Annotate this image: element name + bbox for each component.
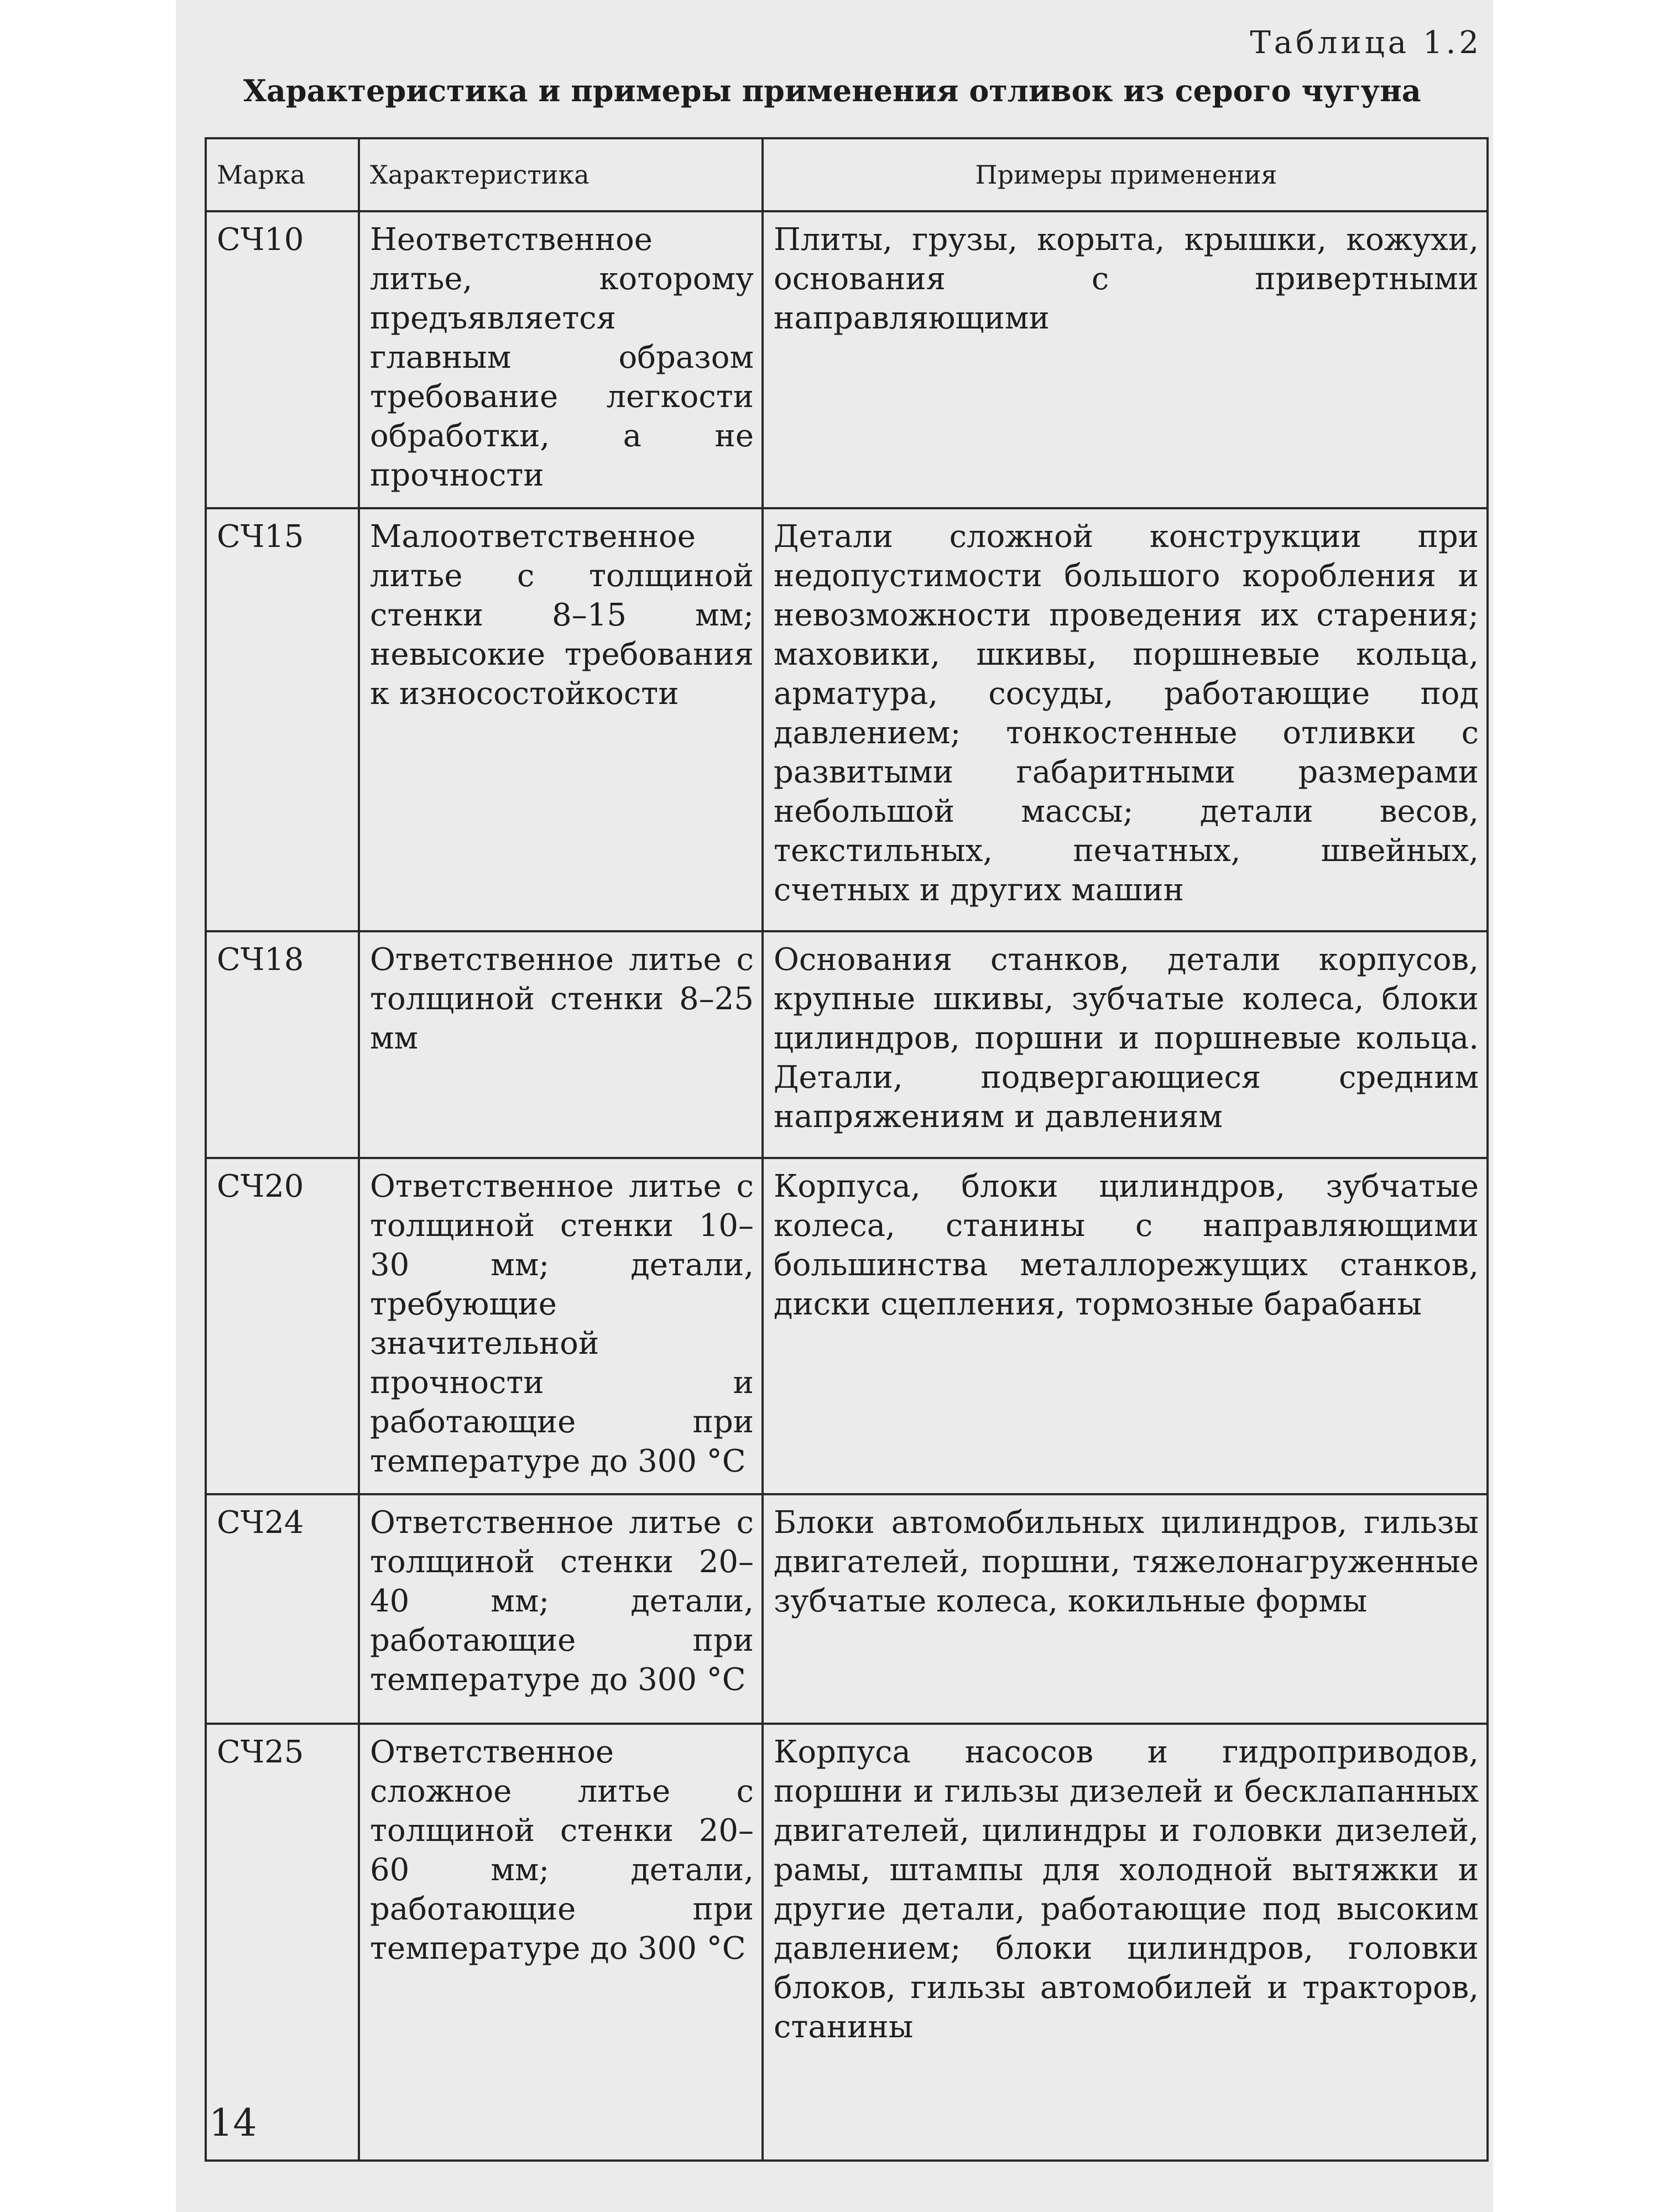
applications-cell: Блоки автомобильных цилиндров, гильзы двигателей, поршни, тяжелонагруженные зубчатые колеса, кокильные формы bbox=[763, 1494, 1488, 1724]
scan-left-margin bbox=[0, 0, 176, 2212]
table-header-row bbox=[206, 138, 1488, 211]
applications-cell: Корпуса насосов и гидроприводов, поршни и гильзы дизелей и бесклапанных двигателей, цилиндры и головки дизелей, рамы, штампы для холодной вытяжки и другие детали, работающие под высоким давлением; блоки цилиндров, головки блоков, гильзы автомобилей и тракторов, станины bbox=[763, 1724, 1488, 2161]
characteristic-cell: Неответственное литье, которому предъявляется главным образом требование легкости обработки, а не прочности bbox=[359, 211, 763, 508]
table-row bbox=[206, 1494, 1488, 1724]
table-row bbox=[206, 1158, 1488, 1494]
scan-right-margin bbox=[1493, 0, 1659, 2212]
grade-cell: СЧ20 bbox=[206, 1158, 359, 1494]
grade-cell: СЧ15 bbox=[206, 508, 359, 931]
page-number: 14 bbox=[209, 2101, 257, 2145]
grade-cell: СЧ24 bbox=[206, 1494, 359, 1724]
header-grade: Марка bbox=[206, 138, 359, 211]
cast-iron-table bbox=[205, 137, 1489, 2162]
header-characteristic: Характеристика bbox=[359, 138, 763, 211]
table-row bbox=[206, 931, 1488, 1158]
characteristic-cell: Ответственное литье с толщиной стенки 20–40 мм; детали, работающие при температуре до 300 °С bbox=[359, 1494, 763, 1724]
header-applications: Примеры применения bbox=[763, 138, 1488, 211]
characteristic-cell: Малоответственное литье с толщиной стенки 8–15 мм; невысокие требования к износостойкости bbox=[359, 508, 763, 931]
applications-cell: Детали сложной конструкции при недопустимости большого коробления и невозможности проведения их старения; маховики, шкивы, поршневые кольца, арматура, сосуды, работающие под давлением; тонкостенные отливки с развитыми габаритными размерами небольшой массы; детали весов, текстильных, печатных, швейных, счетных и других машин bbox=[763, 508, 1488, 931]
applications-cell: Корпуса, блоки цилиндров, зубчатые колеса, станины с направляющими большинства металлорежущих станков, диски сцепления, тормозные барабаны bbox=[763, 1158, 1488, 1494]
table-row bbox=[206, 508, 1488, 931]
characteristic-cell: Ответственное сложное литье с толщиной стенки 20–60 мм; детали, работающие при температуре до 300 °С bbox=[359, 1724, 763, 2161]
applications-cell: Плиты, грузы, корыта, крышки, кожухи, основания с привертными направляющими bbox=[763, 211, 1488, 508]
characteristic-cell: Ответственное литье с толщиной стенки 8–25 мм bbox=[359, 931, 763, 1158]
table-row bbox=[206, 1724, 1488, 2161]
grade-cell: СЧ10 bbox=[206, 211, 359, 508]
table-title: Характеристика и примеры применения отливок из серого чугуна bbox=[243, 73, 1421, 108]
grade-cell: СЧ25 bbox=[206, 1724, 359, 2161]
grade-cell: СЧ18 bbox=[206, 931, 359, 1158]
table-number: Таблица 1.2 bbox=[1250, 25, 1482, 61]
characteristic-cell: Ответственное литье с толщиной стенки 10–30 мм; детали, требующие значительной прочности и работающие при температуре до 300 °С bbox=[359, 1158, 763, 1494]
applications-cell: Основания станков, детали корпусов, крупные шкивы, зубчатые колеса, блоки цилиндров, поршни и поршневые кольца. Детали, подвергающиеся средним напряжениям и давлениям bbox=[763, 931, 1488, 1158]
table-row bbox=[206, 211, 1488, 508]
